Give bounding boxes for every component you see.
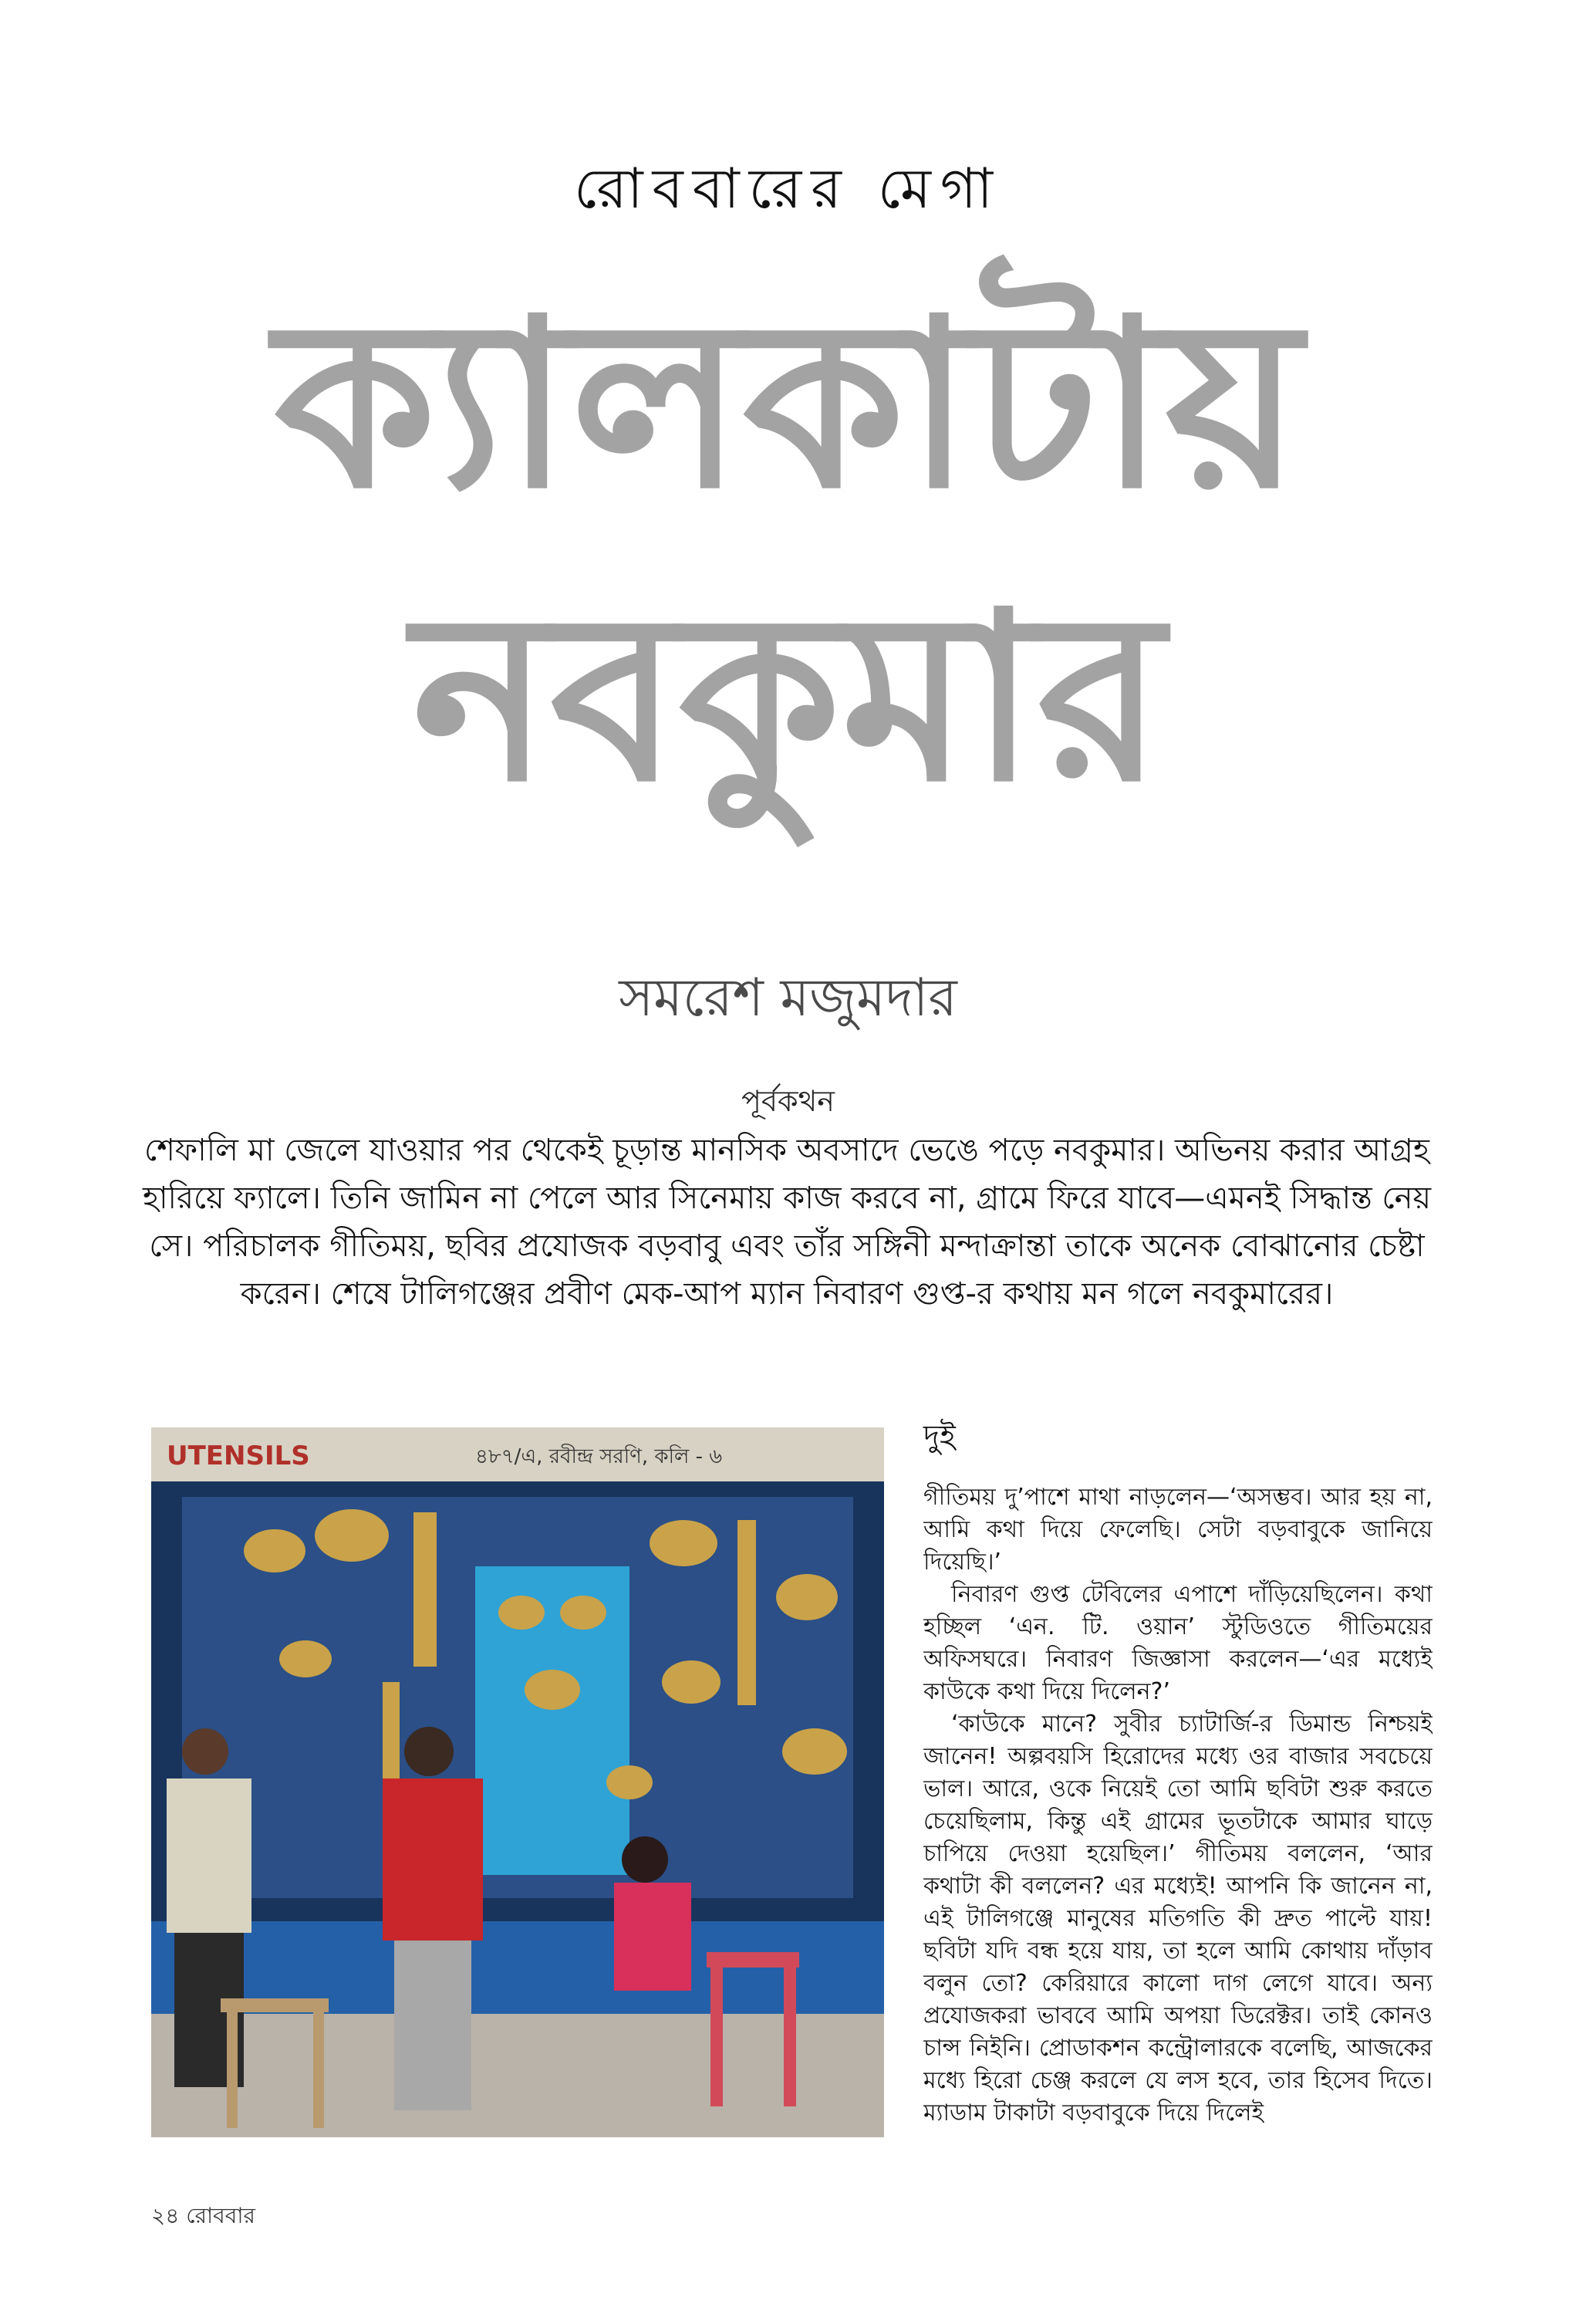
story-paragraph: ‘কাউকে মানে? সুবীর চ্যাটার্জি-র ডিমান্ড নিশ্চয়ই জানেন! অল্পবয়সি হিরোদের মধ্যে ওর বাজার সবচেয়ে ভাল। আরে, ওকে নিয়েই তো আমি ছবিটা শুরু করতে চেয়েছিলাম, কিন্তু এই গ্রামের ভূতটাকে আমার ঘাড়ে চাপিয়ে দেওয়া হয়েছিল।’ গীতিময় বললেন, ‘আর কথাটা কী বললেন? এর মধ্যেই! আপনি কি জানেন না, এই টালিগঞ্জে মানুষের মতিগতি কী দ্রুত পাল্টে যায়! ছবিটা যদি বন্ধ হয়ে যায়, তা হলে আমি কোথায় দাঁড়াব বলুন তো? কেরিয়ারে কালো দাগ লেগে যাবে। অন্য প্রযোজকরা ভাববে আমি অপয়া ডিরেক্টর। তাই কোনও চান্স নিইনি। প্রোডাকশন কন্ট্রোলারকে বলেছি, আজকের মধ্যে হিরো চেঞ্জ করলে যে লস হবে, তার হিসেব দিতে। ম্যাডাম টাকাটা বড়বাবুকে দিয়ে দিলেই <box>923 1711 1433 2126</box>
kicker: রোববারের মেগা <box>573 156 1002 221</box>
shop-sign-left: UTENSILS <box>167 1441 310 1471</box>
author-byline: সমরেশ মজুমদার <box>619 968 957 1029</box>
story-body <box>923 1481 1433 2145</box>
pavement <box>151 2014 884 2137</box>
title-line-2: নবকুমার <box>412 563 1164 833</box>
market-stall-photo <box>151 1427 884 2137</box>
photo-illustration <box>151 1427 884 2137</box>
page-folio: ২৪ রোববার <box>151 2203 255 2228</box>
story-paragraph: গীতিময় দু’পাশে মাথা নাড়লেন—‘অসম্ভব। আর হয় না, আমি কথা দিয়ে ফেলেছি। সেটা বড়বাবুকে জানিয়ে দিয়েছি।’ <box>923 1484 1433 1576</box>
recap-summary: শেফালি মা জেলে যাওয়ার পর থেকেই চূড়ান্ত মানসিক অবসাদে ভেঙে পড়ে নবকুমার। অভিনয় করার আগ্রহ হারিয়ে ফ্যালে। তিনি জামিন না পেলে আর সিনেমায় কাজ করবে না, গ্রামে ফিরে যাবে—এমনই সিদ্ধান্ত নেয় সে। পরিচালক গীতিময়, ছবির প্রযোজক বড়বাবু এবং তাঁর সঙ্গিনী মন্দাক্রান্তা তাকে অনেক বোঝানোর চেষ্টা করেন। শেষে টালিগঞ্জের প্রবীণ মেক-আপ ম্যান নিবারণ গুপ্ত-র কথায় মন গলে নবকুমারের। <box>142 1133 1432 1312</box>
customer-red-jacket <box>383 1727 483 2110</box>
chapter-number: দুই <box>923 1419 956 1454</box>
shop-sign-right: ৪৮৭/এ, রবীন্দ্র সরণি, কলি - ৬ <box>475 1445 723 1468</box>
recap-heading: পূর্বকথন <box>741 1084 835 1118</box>
title-line-1: ক্যালকাটায় <box>274 270 1302 539</box>
customer-striped-shirt <box>167 1728 251 2087</box>
story-paragraph: নিবারণ গুপ্ত টেবিলের এপাশে দাঁড়িয়েছিলেন। কথা হচ্ছিল ‘এন. টি. ওয়ান’ স্টুডিওতে গীতিময়ের অফিসঘরে। নিবারণ জিজ্ঞাসা করলেন—‘এর মধ্যেই কাউকে কথা দিয়ে দিলেন?’ <box>923 1581 1433 1705</box>
